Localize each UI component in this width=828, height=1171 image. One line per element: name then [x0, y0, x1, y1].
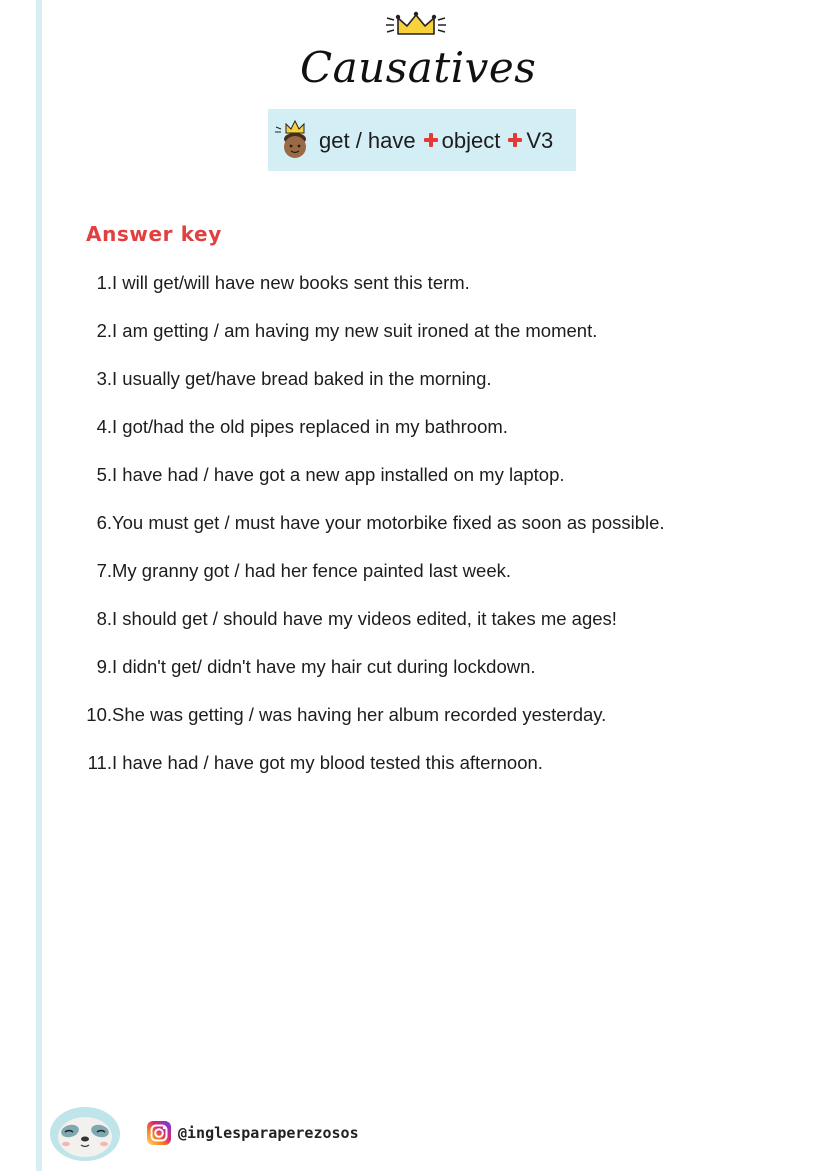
answer-text: My granny got / had her fence painted last week. — [112, 560, 512, 581]
formula-v3: V3 — [526, 128, 554, 153]
answer-item — [70, 652, 790, 700]
boy-with-crown-icon — [274, 117, 314, 165]
answer-item — [70, 604, 790, 652]
answer-number: 2. — [96, 320, 112, 341]
answer-text: I usually get/have bread baked in the morning. — [112, 368, 492, 389]
answer-item — [70, 460, 790, 508]
answer-number: 10. — [86, 704, 112, 725]
answer-text: I will get/will have new books sent this term. — [112, 272, 470, 293]
formula-get-have: get / have — [319, 128, 416, 153]
plus-icon — [424, 133, 438, 147]
page-title: Causatives — [300, 43, 537, 92]
plus-icon — [508, 133, 522, 147]
answer-number: 1. — [96, 272, 112, 293]
sloth-icon — [48, 1102, 122, 1162]
answer-item — [70, 268, 790, 316]
instagram-icon — [146, 1120, 172, 1146]
answer-item — [70, 748, 790, 796]
answer-item — [70, 556, 790, 604]
answer-number: 8. — [96, 608, 112, 629]
formula-object: object — [441, 128, 501, 153]
answer-number: 5. — [96, 464, 112, 485]
answer-item — [70, 364, 790, 412]
answer-text: I should get / should have my videos edited, it takes me ages! — [112, 608, 617, 629]
answer-number: 7. — [96, 560, 112, 581]
answer-text: I have had / have got a new app installed on my laptop. — [112, 464, 565, 485]
social-handle — [146, 1119, 359, 1147]
formula-text — [319, 125, 553, 157]
answer-item — [70, 316, 790, 364]
formula-box — [268, 109, 576, 171]
answer-list — [70, 268, 790, 796]
answer-number: 6. — [96, 512, 112, 533]
answer-item — [70, 508, 790, 556]
crown-icon — [384, 10, 448, 40]
instagram-handle: @inglesparaperezosos — [178, 1124, 359, 1142]
answer-number: 3. — [96, 368, 112, 389]
left-border-band — [36, 0, 42, 1171]
answer-text: She was getting / was having her album recorded yesterday. — [112, 704, 607, 725]
answer-text: I am getting / am having my new suit ironed at the moment. — [112, 320, 598, 341]
answer-text: You must get / must have your motorbike fixed as soon as possible. — [112, 512, 665, 533]
answer-item — [70, 700, 790, 748]
answer-text: I have had / have got my blood tested this afternoon. — [112, 752, 543, 773]
answer-item — [70, 412, 790, 460]
answer-text: I didn't get/ didn't have my hair cut during lockdown. — [112, 656, 536, 677]
answer-key-heading: Answer key — [86, 222, 222, 246]
answer-text: I got/had the old pipes replaced in my bathroom. — [112, 416, 508, 437]
answer-number: 11. — [87, 752, 112, 773]
answer-number: 9. — [96, 656, 112, 677]
answer-number: 4. — [96, 416, 112, 437]
